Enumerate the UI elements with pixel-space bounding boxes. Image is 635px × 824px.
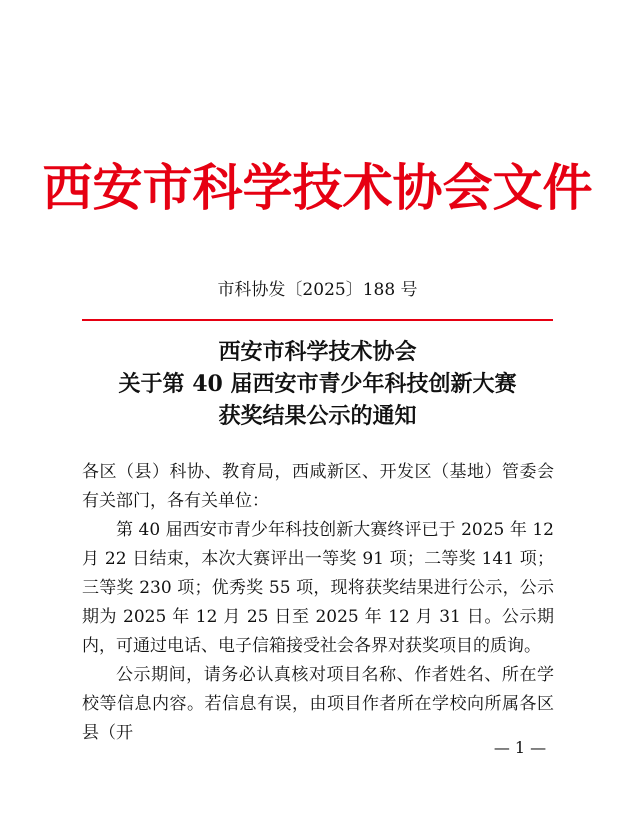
red-divider-line — [82, 319, 553, 321]
title-line-2: 关于第 40 届西安市青少年科技创新大赛 — [118, 371, 517, 397]
title-line-3: 获奖结果公示的通知 — [218, 403, 417, 429]
notice-title — [0, 336, 635, 432]
masthead-title: 西安市科学技术协会文件 — [42, 158, 593, 217]
document-number: 市科协发〔2025〕188 号 — [217, 280, 418, 300]
paragraph-announcement: 第 40 届西安市青少年科技创新大赛终评已于 2025 年 12 月 22 日结束，本次大赛评出一等奖 91 项；二等奖 141 项；三等奖 230 项；优秀奖 55 项，现将获奖结果进行公示，公示期为 2025 年 12 月 25 日至 2025 年 12 月 31 日。公示期内，可通过电话、电子信箱接受社会各界对获奖项目的质询。 — [82, 520, 554, 656]
page-number: — 1 — — [493, 738, 547, 757]
notice-body — [82, 458, 554, 748]
paragraph-verification: 公示期间，请务必认真核对项目名称、作者姓名、所在学校等信息内容。若信息有误，由项目作者所在学校向所属各区县（开 — [82, 665, 554, 743]
title-line-1: 西安市科学技术协会 — [218, 339, 417, 365]
salutation: 各区（县）科协、教育局，西咸新区、开发区（基地）管委会有关部门，各有关单位： — [82, 462, 554, 511]
